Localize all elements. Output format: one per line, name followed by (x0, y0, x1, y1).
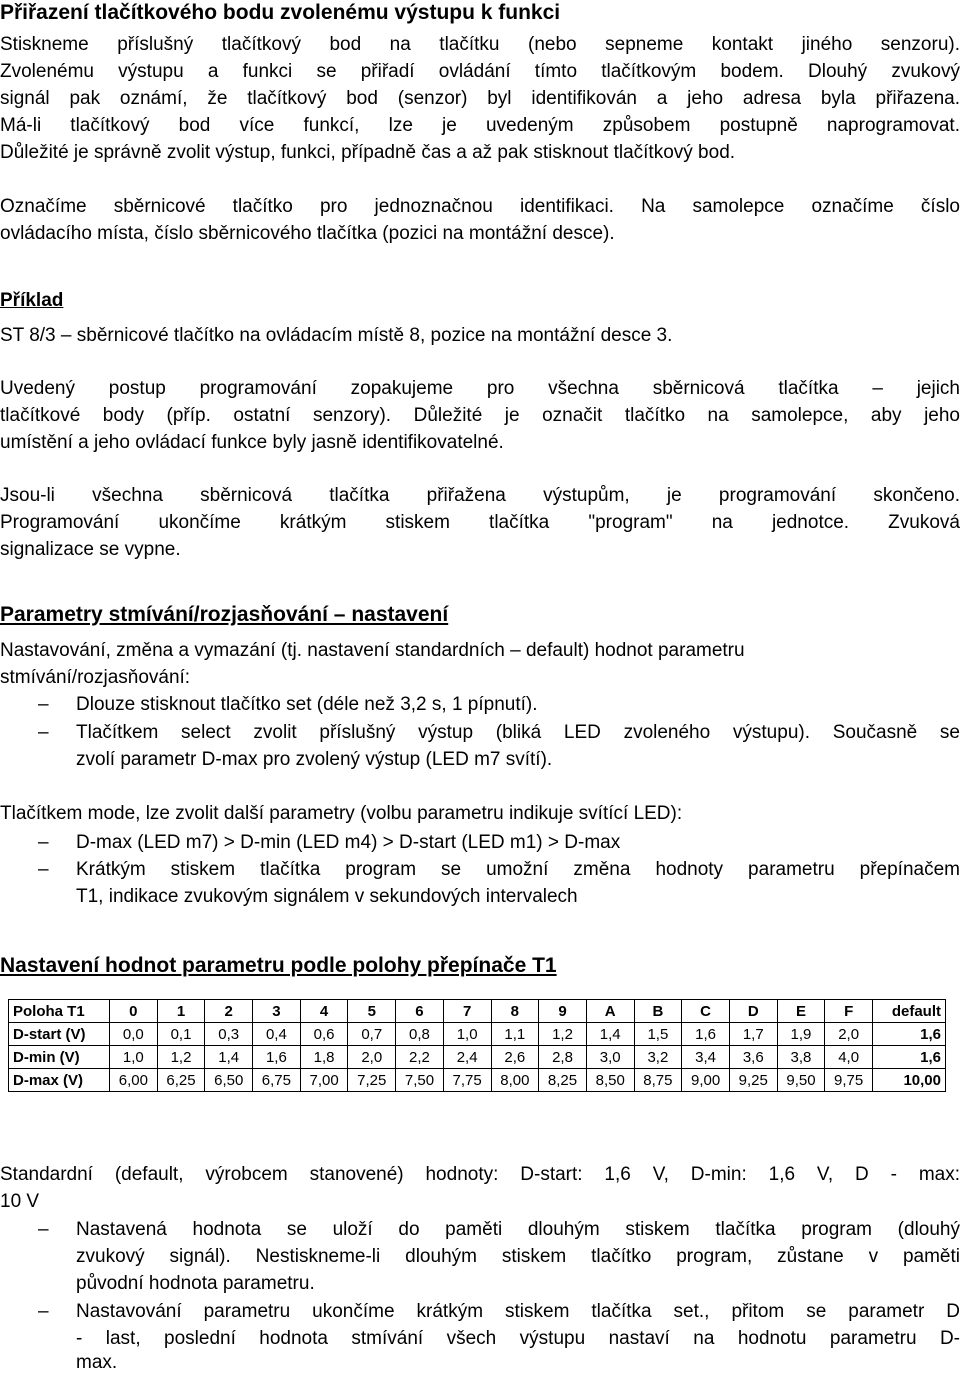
table-cell: 6,75 (253, 1069, 301, 1092)
table-cell: 6,00 (110, 1069, 158, 1092)
paragraph-line: Zvolenému výstupu a funkci se přiřadí ovládání tímto tlačítkovým bodem. Dlouhý zvukový (0, 61, 960, 82)
table-cell: 2,0 (825, 1023, 873, 1046)
table-cell: 2,6 (491, 1046, 539, 1069)
table-cell: 1,4 (586, 1023, 634, 1046)
table-cell: 1,5 (634, 1023, 682, 1046)
table-cell: 1,6 (682, 1023, 730, 1046)
paragraph-line: Má-li tlačítkový bod více funkcí, lze je uvedeným způsobem postupně naprogramovat. (0, 115, 960, 136)
table-cell: 9,50 (777, 1069, 825, 1092)
table-cell: 1,0 (443, 1023, 491, 1046)
bullet-item: Krátkým stiskem tlačítka program se umožní změna hodnoty parametru přepínačem (76, 859, 960, 880)
paragraph-line: Stiskneme příslušný tlačítkový bod na tlačítku (nebo sepneme kontakt jiného senzoru). (0, 34, 960, 55)
table-cell: 4 (300, 1000, 348, 1023)
table-cell: D (729, 1000, 777, 1023)
table-cell: 0,4 (253, 1023, 301, 1046)
example-line: ST 8/3 – sběrnicové tlačítko na ovládacím místě 8, pozice na montážní desce 3. (0, 325, 673, 346)
t1-parameter-table (8, 999, 946, 1092)
table-cell: 4,0 (825, 1046, 873, 1069)
paragraph-line: Standardní (default, výrobcem stanovené) hodnoty: D-start: 1,6 V, D-min: 1,6 V, D - max: (0, 1164, 960, 1185)
table-cell: 2,0 (348, 1046, 396, 1069)
table-row-header-cell: D-start (V) (9, 1023, 110, 1046)
table-cell: 3,4 (682, 1046, 730, 1069)
table-cell: 9,25 (729, 1069, 777, 1092)
bullet-dash-icon: – (38, 694, 49, 715)
table-cell: 2,2 (396, 1046, 444, 1069)
table-cell: 6,50 (205, 1069, 253, 1092)
bullet-item: D-max (LED m7) > D-min (LED m4) > D-start (LED m1) > D-max (76, 832, 621, 853)
section-heading-assignment: Přiřazení tlačítkového bodu zvolenému výstupu k funkci (0, 1, 561, 24)
paragraph-line: Tlačítkem mode, lze zvolit další parametry (volbu parametru indikuje svítící LED): (0, 803, 683, 824)
table-cell: 1,2 (539, 1023, 587, 1046)
paragraph-line: tlačítkové body (příp. ostatní senzory). Důležité je označit tlačítko na samolepce, aby jeho (0, 405, 960, 426)
table-cell: 8 (491, 1000, 539, 1023)
paragraph-line: Uvedený postup programování zopakujeme pro všechna sběrnicová tlačítka – jejich (0, 378, 960, 399)
table-default-cell: default (873, 1000, 946, 1023)
table-header-row (9, 1000, 946, 1023)
table-cell: 0,0 (110, 1023, 158, 1046)
paragraph-line: 10 V (0, 1191, 40, 1212)
paragraph-line: Důležité je správně zvolit výstup, funkci, případně čas a až pak stisknout tlačítkový bod. (0, 142, 736, 163)
table-cell: 9,75 (825, 1069, 873, 1092)
table-cell: 2 (205, 1000, 253, 1023)
paragraph-line: signál pak oznámí, že tlačítkový bod (senzor) byl identifikován a jeho adresa byla přiřazena. (0, 88, 960, 109)
table-cell: 1,9 (777, 1023, 825, 1046)
bullet-dash-icon: – (38, 832, 49, 853)
table-cell: 0,1 (157, 1023, 205, 1046)
table-cell: 2,4 (443, 1046, 491, 1069)
table-cell: 7,00 (300, 1069, 348, 1092)
table-cell: 1,4 (205, 1046, 253, 1069)
table-row-header-cell: D-max (V) (9, 1069, 110, 1092)
table-row-header-cell: Poloha T1 (9, 1000, 110, 1023)
paragraph-line: stmívání/rozjasňování: (0, 667, 191, 688)
bullet-item-continued: zvolí parametr D-max pro zvolený výstup (LED m7 svítí). (76, 749, 553, 770)
table-cell: A (586, 1000, 634, 1023)
table-cell: 9 (539, 1000, 587, 1023)
section-heading-t1-table: Nastavení hodnot parametru podle polohy přepínače T1 (0, 954, 557, 977)
table-cell: 0,7 (348, 1023, 396, 1046)
table-row (9, 1046, 946, 1069)
table-cell: 0,3 (205, 1023, 253, 1046)
table-cell: 0,8 (396, 1023, 444, 1046)
table-row (9, 1069, 946, 1092)
table-cell: 6 (396, 1000, 444, 1023)
bullet-dash-icon: – (38, 722, 49, 743)
table-cell: 1 (157, 1000, 205, 1023)
bullet-item-continued: - last, poslední hodnota stmívání všech výstupu nastaví na hodnotu parametru D- (76, 1328, 960, 1349)
example-heading: Příklad (0, 290, 64, 311)
table-cell: 3,8 (777, 1046, 825, 1069)
paragraph-line: Programování ukončíme krátkým stiskem tlačítka "program" na jednotce. Zvuková (0, 512, 960, 533)
table-cell: 3,2 (634, 1046, 682, 1069)
table-cell: 8,25 (539, 1069, 587, 1092)
bullet-item-continued: T1, indikace zvukovým signálem v sekundových intervalech (76, 886, 578, 907)
table-cell: 7,50 (396, 1069, 444, 1092)
table-cell: 8,50 (586, 1069, 634, 1092)
bullet-item: Dlouze stisknout tlačítko set (déle než 3,2 s, 1 pípnutí). (76, 694, 538, 715)
bullet-item: Tlačítkem select zvolit příslušný výstup (bliká LED zvoleného výstupu). Současně se (76, 722, 960, 743)
table-default-cell: 1,6 (873, 1046, 946, 1069)
bullet-dash-icon: – (38, 1301, 49, 1322)
table-cell: 0,6 (300, 1023, 348, 1046)
paragraph-line: Jsou-li všechna sběrnicová tlačítka přiřažena výstupům, je programování skončeno. (0, 485, 960, 506)
table-cell: F (825, 1000, 873, 1023)
table-cell: 3,0 (586, 1046, 634, 1069)
table-cell: 8,00 (491, 1069, 539, 1092)
bullet-dash-icon: – (38, 1219, 49, 1240)
paragraph-line: signalizace se vypne. (0, 539, 181, 560)
table-cell: B (634, 1000, 682, 1023)
paragraph-line: umístění a jeho ovládací funkce byly jasně identifikovatelné. (0, 432, 504, 453)
table-cell: 1,1 (491, 1023, 539, 1046)
table-cell: 1,2 (157, 1046, 205, 1069)
table-cell: 2,8 (539, 1046, 587, 1069)
bullet-item-continued: max. (76, 1352, 118, 1373)
table-cell: 7,25 (348, 1069, 396, 1092)
table-default-cell: 10,00 (873, 1069, 946, 1092)
bullet-item-continued: původní hodnota parametru. (76, 1273, 315, 1294)
table-cell: 0 (110, 1000, 158, 1023)
bullet-item: Nastavená hodnota se uloží do paměti dlouhým stiskem tlačítka program (dlouhý (76, 1219, 960, 1240)
table-cell: 9,00 (682, 1069, 730, 1092)
table-cell: 8,75 (634, 1069, 682, 1092)
table-cell: 1,8 (300, 1046, 348, 1069)
bullet-item-continued: zvukový signál). Nestiskneme-li dlouhým stiskem tlačítko program, zůstane v paměti (76, 1246, 960, 1267)
bullet-item: Nastavování parametru ukončíme krátkým stiskem tlačítka set., přitom se parametr D (76, 1301, 960, 1322)
section-heading-dimming-parameters: Parametry stmívání/rozjasňování – nastavení (0, 603, 449, 626)
table-cell: 1,6 (253, 1046, 301, 1069)
table-cell: 1,7 (729, 1023, 777, 1046)
table-cell: 1,0 (110, 1046, 158, 1069)
table-cell: 6,25 (157, 1069, 205, 1092)
paragraph-line: Nastavování, změna a vymazání (tj. nastavení standardních – default) hodnot parametru (0, 640, 745, 661)
table-row (9, 1023, 946, 1046)
table-cell: E (777, 1000, 825, 1023)
table-cell: 7,75 (443, 1069, 491, 1092)
table-default-cell: 1,6 (873, 1023, 946, 1046)
table-cell: 5 (348, 1000, 396, 1023)
table-cell: 3,6 (729, 1046, 777, 1069)
paragraph-line: Označíme sběrnicové tlačítko pro jednoznačnou identifikaci. Na samolepce označíme číslo (0, 196, 960, 217)
paragraph-line: ovládacího místa, číslo sběrnicového tlačítka (pozici na montážní desce). (0, 223, 615, 244)
table-cell: 3 (253, 1000, 301, 1023)
table-cell: C (682, 1000, 730, 1023)
table-cell: 7 (443, 1000, 491, 1023)
bullet-dash-icon: – (38, 859, 49, 880)
table-row-header-cell: D-min (V) (9, 1046, 110, 1069)
